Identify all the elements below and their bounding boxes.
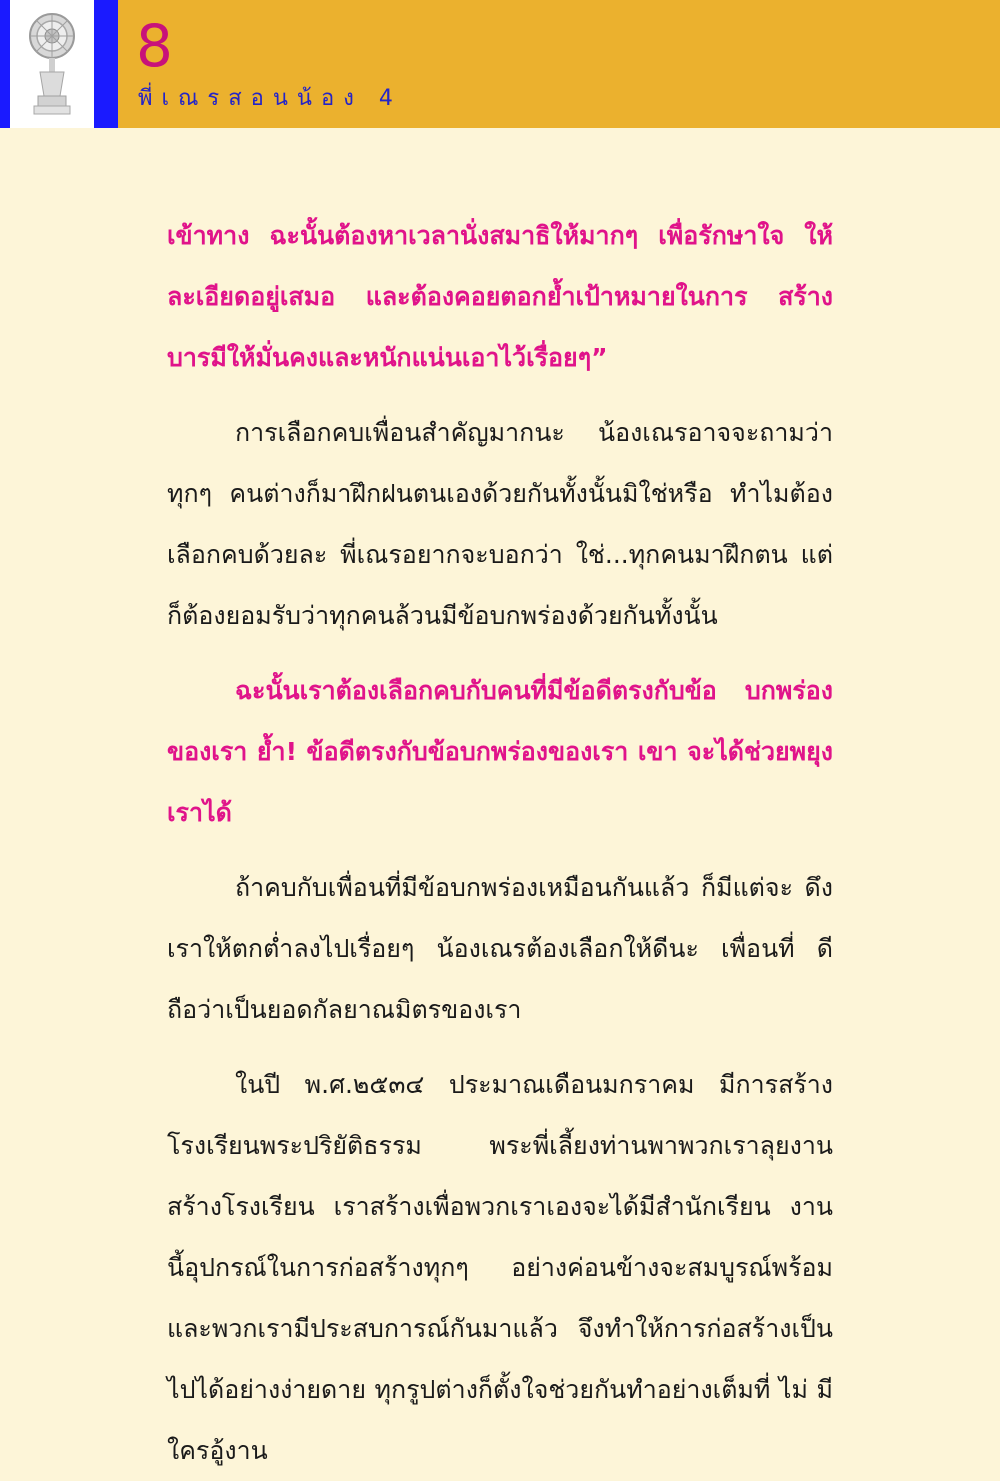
body-paragraph: การเลือกคบเพื่อนสำคัญมากนะ น้องเณรอาจจะถามว่า ทุกๆ คนต่างก็มาฝึกฝนตนเองด้วยกันทั้งนั้นมิใช่หรือ ทำไมต้อง เลือกคบด้วยละ พี่เณรอยากจะบอกว่า ใช่...ทุกคนมาฝึกตน แต่ ก็ต้องยอมรับว่าทุกคนล้วนมีข้อบกพร่องด้วยกันทั้งนั้น	[167, 418, 833, 630]
emphasized-paragraph: เข้าทาง ฉะนั้นต้องหาเวลานั่งสมาธิให้มากๆ เพื่อรักษาใจ ให้ละเอียดอยู่เสมอ และต้องคอยตอกย้ำเป้าหมายในการ สร้างบารมีให้มั่นคงและหนักแน่นเอาไว้เรื่อยๆ”	[167, 221, 833, 372]
body-paragraph: ในปี พ.ศ.๒๕๓๔ ประมาณเดือนมกราคม มีการสร้าง โรงเรียนพระปริยัติธรรม พระพี่เลี้ยงท่านพาพวกเราลุยงาน สร้างโรงเรียน เราสร้างเพื่อพวกเราเองจะได้มีสำนักเรียน งาน นี้อุปกรณ์ในการก่อสร้างทุกๆ อย่างค่อนข้างจะสมบูรณ์พร้อม และพวกเรามีประสบการณ์กันมาแล้ว จึงทำให้การก่อสร้างเป็น ไปได้อย่างง่ายดาย ทุกรูปต่างก็ตั้งใจช่วยกันทำอย่างเต็มที่ ไม่ มีใครอู้งาน	[167, 1070, 833, 1465]
page-header	[0, 0, 1000, 128]
page-body	[167, 205, 833, 1481]
left-blue-stripe	[0, 0, 10, 128]
emphasized-paragraph: ฉะนั้นเราต้องเลือกคบกับคนที่มีข้อดีตรงกับข้อ บกพร่องของเรา ย้ำ! ข้อดีตรงกับข้อบกพร่องของเรา เขา จะได้ช่วยพยุงเราได้	[167, 676, 833, 827]
body-paragraph: ถ้าคบกับเพื่อนที่มีข้อบกพร่องเหมือนกันแล้ว ก็มีแต่จะ ดึงเราให้ตกต่ำลงไปเรื่อยๆ น้องเณรต้องเลือกให้ดีนะ เพื่อนที่ ดีถือว่าเป็นยอดกัลยาณมิตรของเรา	[167, 873, 833, 1024]
page-number: 8	[136, 12, 173, 80]
right-blue-stripe	[94, 0, 118, 128]
dharma-wheel-emblem-icon	[20, 0, 84, 128]
series-title: พี่เณรสอนน้อง 4	[138, 86, 402, 111]
